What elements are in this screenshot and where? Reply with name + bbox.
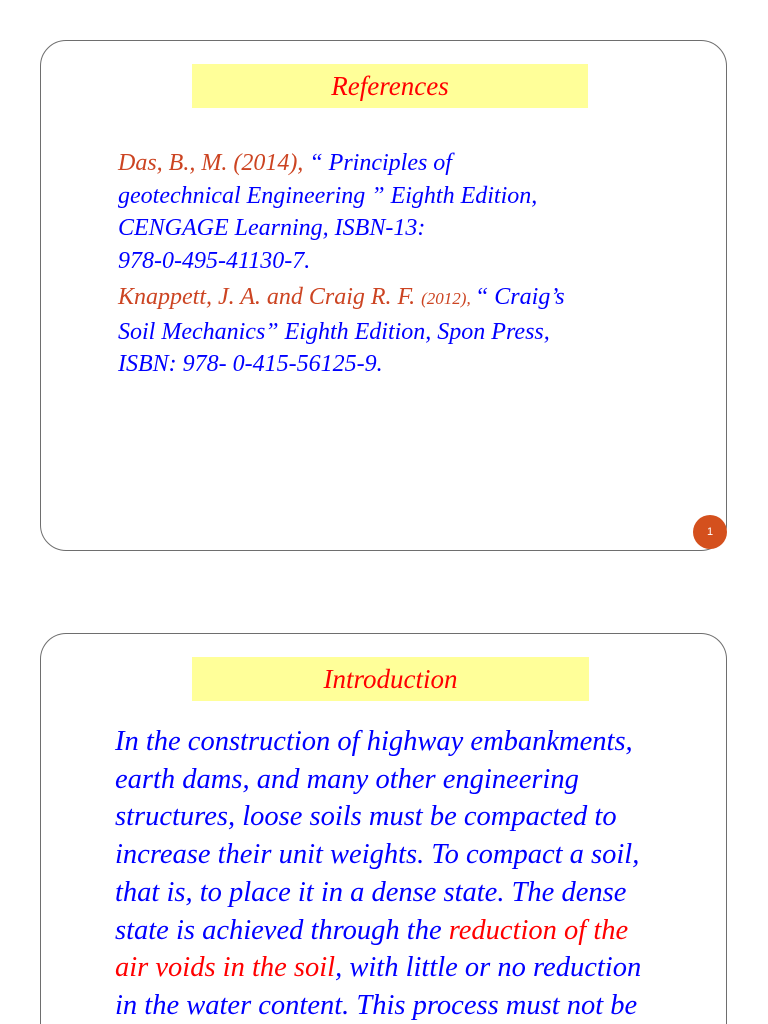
slide-introduction <box>40 633 727 1024</box>
intro-line: in the water content. This process must not be <box>115 989 638 1021</box>
page-number-badge: 1 <box>693 515 727 549</box>
reference-list <box>118 147 678 385</box>
reference-author: Knappett, J. A. and Craig R. F. <box>118 284 422 310</box>
reference-text: geotechnical Engineering ” Eighth Edition, <box>118 182 538 209</box>
intro-line: In the construction of highway embankments, <box>115 726 633 757</box>
reference-item <box>118 281 678 381</box>
intro-line: structures, loose soils must be compacted to <box>115 801 617 833</box>
reference-text: ISBN: 978- 0-415-56125-9. <box>118 351 383 377</box>
reference-text: Soil Mechanics” Eighth Edition, Spon Press, <box>118 318 550 345</box>
intro-highlight: reduction of the <box>448 914 629 946</box>
intro-highlight: air voids in the soil <box>115 952 336 984</box>
reference-text: 978-0-495-41130-7. <box>118 247 311 274</box>
intro-line: earth dams, and many other engineering <box>115 763 579 795</box>
slide-title: Introduction <box>192 657 589 701</box>
reference-text: CENGAGE Learning, ISBN-13: <box>118 215 426 241</box>
intro-line: state is achieved through the <box>115 914 449 946</box>
slide-references <box>40 40 727 551</box>
reference-text: “ Craig’s <box>474 284 565 310</box>
reference-author: Das, B., M. (2014), <box>118 150 310 176</box>
intro-line: increase their unit weights. To compact a soil, <box>115 839 640 871</box>
reference-year: (2012), <box>421 289 475 308</box>
slide-title: References <box>192 64 588 108</box>
reference-item <box>118 147 678 277</box>
reference-text: “ Principles of <box>309 150 452 176</box>
intro-paragraph <box>115 723 715 1024</box>
intro-line: that is, to place it in a dense state. The dense <box>115 876 627 908</box>
intro-line: , with little or no reduction <box>335 952 642 984</box>
